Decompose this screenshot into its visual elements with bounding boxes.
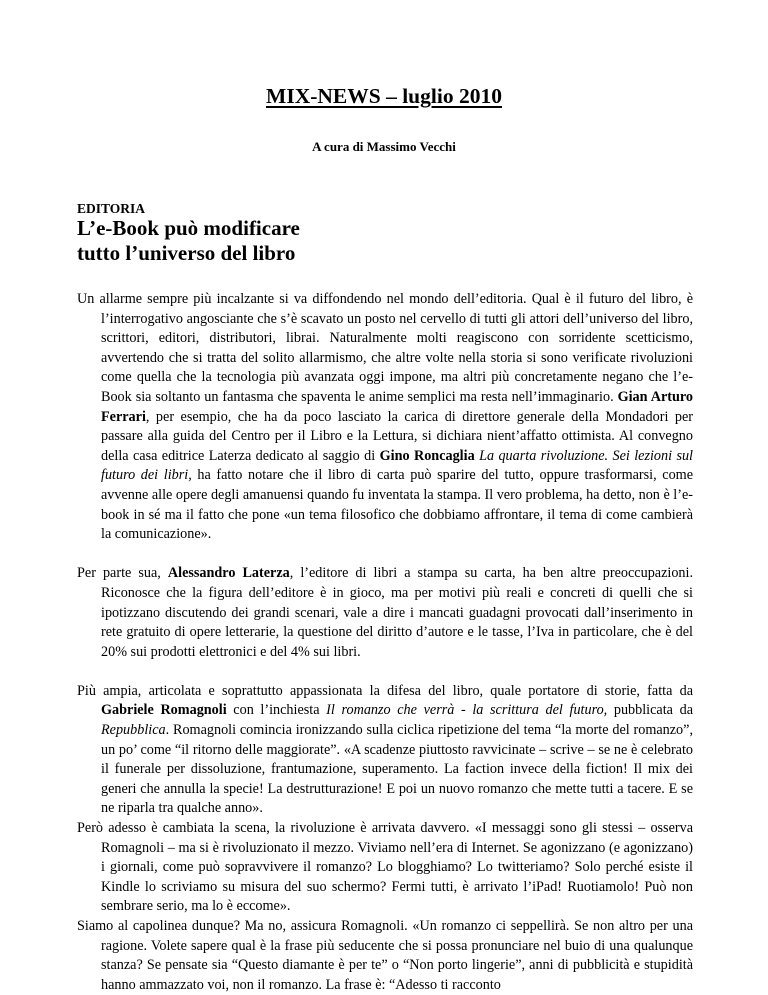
paragraph-text: Per parte sua,	[77, 565, 168, 582]
person-name: Alessandro Laterza	[167, 565, 290, 582]
paragraph-1	[77, 290, 693, 545]
section-label: EDITORIA	[77, 201, 146, 216]
paragraph-text: pubblicata da	[607, 702, 693, 719]
work-title: Il romanzo che verrà - la scrittura del futuro,	[326, 702, 608, 719]
paragraph-2	[77, 564, 693, 662]
article-headline	[77, 216, 677, 266]
newspaper-name: Repubblica	[101, 722, 166, 739]
article-body	[77, 290, 693, 995]
paragraph-text: . Romagnoli comincia ironizzando sulla ciclica ripetizione del tema “la morte del romanzo”, un po’ come “il ritorno delle maggiorate”. «A scadenze piuttosto ravvicinate – scrive – se ne è celebrato il funerale per dissoluzione, frantumazione, superamento. La faction invece della fiction! Il mix dei generi che annulla la specie! La destrutturazione! E poi un nuovo romanzo che mette tutti a tacere. E se ne riparla tra qualche anno».	[101, 722, 693, 817]
paragraph-text: con l’inchiesta	[226, 702, 327, 719]
paragraph-text: , per esempio, che ha da poco lasciato la carica di direttore generale della Mondadori per passare alla guida del Centro per il Libro e la Lettura, si dichiara nient’affatto ottimista. Al convegno della casa editrice Laterza dedicato al saggio di	[101, 408, 693, 464]
person-name: Gabriele Romagnoli	[101, 702, 227, 719]
newsletter-title: MIX-NEWS – luglio 2010	[266, 84, 502, 108]
paragraph-text: Più ampia, articolata e soprattutto appassionata la difesa del libro, quale portatore di storie, fatta da	[77, 682, 693, 699]
person-name: Gian Arturo Ferrari	[101, 388, 693, 425]
headline-line-2: tutto l’universo del libro	[77, 241, 296, 265]
paragraph-text: ha fatto notare che il libro di carta può sparire del tutto, oppure trasformarsi, come avvenne alle opere degli amanuensi quando fu inventata la stampa. Il vero problema, ha detto, non è l’e-book in sé ma il fatto che pone «un tema filosofico che dobbiamo affrontare, il tema di come cambierà la comunicazione».	[101, 467, 693, 543]
person-name: Gino Roncaglia	[379, 447, 475, 464]
book-title: La quarta rivoluzione. Sei lezioni sul futuro dei libri,	[101, 447, 693, 484]
byline: A cura di Massimo Vecchi	[312, 139, 456, 154]
paragraph-4: Però adesso è cambiata la scena, la rivoluzione è arrivata davvero. «I messaggi sono gli stessi – osserva Romagnoli – ma si è rivoluzionato il mezzo. Viviamo nell’era di Internet. Se agonizzano (e agonizzano) i giornali, come può sopravvivere il romanzo? Lo blogghiamo? Lo twitteriamo? Solo perché esiste il Kindle lo scriviamo su misura del suo schermo? Fermi tutti, è arrivato l’iPad! Ruotiamolo! Può non sembrare serio, ma lo è eccome».	[77, 820, 693, 915]
paragraph-text: , l’editore di libri a stampa su carta, ha ben altre preoccupazioni. Riconosce che la figura dell’editore è in gioco, ma per motivi più reali e concreti di quelli che si ipotizzano discutendo dei grandi scenari, vale a dire i mancati guadagni provocati dall’inserimento in rete gratuito di opere letterarie, la questione del diritto d’autore e le tasse, l’Iva in particolare, che è del 20% sui prodotti elettronici e del 4% sui libri.	[101, 565, 694, 660]
paragraph-3	[77, 682, 693, 819]
headline-line-1: L’e-Book può modificare	[77, 216, 300, 240]
paragraph-5: Siamo al capolinea dunque? Ma no, assicura Romagnoli. «Un romanzo ci seppellirà. Se non altro per una ragione. Volete sapere qual è la frase più seducente che si possa pronunciare nel buio di una qualunque stanza? Se pensate sia “Questo diamante è per te” o “Non porto lingerie”, anni di pubblicità e stupidità hanno ammazzato voi, non il romanzo. La frase è: “Adesso ti racconto	[77, 918, 693, 993]
paragraph-text: Un allarme sempre più incalzante si va diffondendo nel mondo dell’editoria. Qual è il futuro del libro, è l’interrogativo angosciante che s’è scavato un posto nel cervello di tutti gli attori dell’universo del libro, scrittori, editori, distributori, librai. Naturalmente molti reagiscono con sorridente scetticismo, avvertendo che si tratta del solito allarmismo, che altre volte nella storia si sono verificate rivoluzioni come quella che la tecnologia più avanzata oggi impone, ma altri più concretamente negano che l’e-Book sia soltanto un fantasma che spaventa le anime semplici ma resta nell’immaginario.	[77, 291, 693, 405]
